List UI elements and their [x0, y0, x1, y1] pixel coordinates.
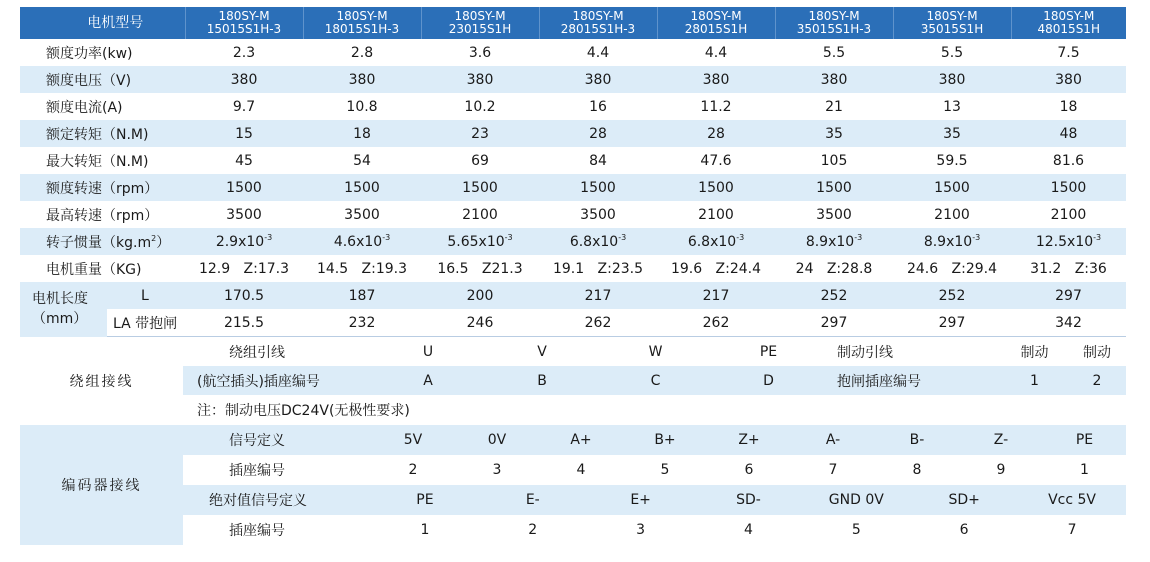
value-cell: 380 — [421, 66, 539, 93]
value-cell: 187 — [303, 282, 421, 309]
value-cell: B- — [875, 425, 959, 455]
value-cell: B — [485, 366, 599, 395]
value-cell: 制动 — [1068, 337, 1126, 366]
row-label: 额度电流(A) — [20, 93, 185, 120]
length-la-label: LA 带抱闸 — [107, 309, 185, 337]
value-cell: 18 — [1011, 93, 1126, 120]
value-cell: Z+ — [707, 425, 791, 455]
value-cell: 11.2 — [657, 93, 775, 120]
value-cell: 7 — [791, 455, 875, 485]
value-cell: 5.5 — [775, 39, 893, 66]
value-cell: 217 — [539, 282, 657, 309]
value-cell: 15 — [185, 120, 303, 147]
row-label: 插座编号 — [183, 455, 371, 485]
value-cell: 2.8 — [303, 39, 421, 66]
row-label: 额定转矩（N.M) — [20, 120, 185, 147]
value-cell: 380 — [775, 66, 893, 93]
value-cell: 2 — [371, 455, 455, 485]
value-cell: 14.5 Z:19.3 — [303, 255, 421, 282]
value-cell: 制动 — [1001, 337, 1068, 366]
value-cell: U — [371, 337, 485, 366]
value-cell: 3500 — [303, 201, 421, 228]
value-cell: 1 — [1001, 366, 1068, 395]
row-label: 绕组引线 — [183, 337, 371, 366]
value-cell: B+ — [623, 425, 707, 455]
value-cell: 19.6 Z:24.4 — [657, 255, 775, 282]
value-cell: Vcc 5V — [1018, 485, 1126, 515]
value-cell: $2.9x10^{-3}$ — [185, 228, 303, 255]
value-cell: 81.6 — [1011, 147, 1126, 174]
value-cell: 170.5 — [185, 282, 303, 309]
value-cell: 6 — [707, 455, 791, 485]
value-cell: 252 — [893, 282, 1011, 309]
value-cell: D — [712, 366, 825, 395]
value-cell: 262 — [539, 309, 657, 337]
value-cell: 2 — [1068, 366, 1126, 395]
value-cell: 35 — [893, 120, 1011, 147]
value-cell: $8.9x10^{-3}$ — [775, 228, 893, 255]
value-cell: 54 — [303, 147, 421, 174]
value-cell: 31.2 Z:36 — [1011, 255, 1126, 282]
winding-group-label: 绕组接线 — [20, 337, 183, 424]
value-cell: 16 — [539, 93, 657, 120]
value-cell: 23 — [421, 120, 539, 147]
value-cell: V — [485, 337, 599, 366]
length-label: 电机长度 （mm） — [20, 282, 107, 337]
value-cell: 18 — [303, 120, 421, 147]
row-label: 最大转矩（N.M) — [20, 147, 185, 174]
value-cell: 21 — [775, 93, 893, 120]
value-cell: 45 — [185, 147, 303, 174]
encoder-signal-row — [20, 425, 1126, 455]
value-cell: 47.6 — [657, 147, 775, 174]
value-cell: 1500 — [657, 174, 775, 201]
value-cell: 2100 — [893, 201, 1011, 228]
brake-voltage-note: 注：制动电压DC24V(无极性要求) — [183, 395, 1126, 424]
value-cell: 1500 — [539, 174, 657, 201]
value-cell: 35 — [775, 120, 893, 147]
value-cell: 3500 — [185, 201, 303, 228]
value-cell: $6.8x10^{-3}$ — [657, 228, 775, 255]
model-name-cell: 180SY-M 48015S1H — [1011, 7, 1126, 39]
row-label: 额度电压（V) — [20, 66, 185, 93]
value-cell: PE — [1043, 425, 1126, 455]
value-cell: $4.6x10^{-3}$ — [303, 228, 421, 255]
value-cell: 3500 — [539, 201, 657, 228]
winding-lead-row — [20, 337, 1126, 366]
value-cell: $12.5x10^{-3}$ — [1011, 228, 1126, 255]
value-cell: 105 — [775, 147, 893, 174]
value-cell: E- — [479, 485, 587, 515]
value-cell: 24.6 Z:29.4 — [893, 255, 1011, 282]
value-cell: A+ — [539, 425, 623, 455]
row-label: 电机重量（KG) — [20, 255, 185, 282]
value-cell: 3500 — [775, 201, 893, 228]
value-cell: 246 — [421, 309, 539, 337]
absolute-signal-cells — [371, 485, 1126, 515]
value-cell: 217 — [657, 282, 775, 309]
winding-socket-row — [20, 366, 1126, 395]
value-cell: PE — [371, 485, 479, 515]
row-label: 额度功率(kw) — [20, 39, 185, 66]
value-cell: 1 — [371, 515, 479, 545]
value-cell: 9.7 — [185, 93, 303, 120]
value-cell: 6 — [910, 515, 1018, 545]
model-name-cell: 180SY-M 15015S1H-3 — [185, 7, 303, 39]
value-cell: 1500 — [893, 174, 1011, 201]
value-cell: 1 — [1043, 455, 1126, 485]
length-la-row — [20, 309, 1126, 337]
row-label: 制动引线 — [825, 337, 1001, 366]
value-cell: 252 — [775, 282, 893, 309]
value-cell: 5 — [802, 515, 910, 545]
value-cell: 7.5 — [1011, 39, 1126, 66]
model-name-cell: 180SY-M 35015S1H — [893, 7, 1011, 39]
value-cell: 10.2 — [421, 93, 539, 120]
row-label: 信号定义 — [183, 425, 371, 455]
row-label: 绝对值信号定义 — [183, 485, 371, 515]
spec-row — [20, 174, 1126, 201]
length-l-label: L — [107, 282, 185, 309]
spec-row — [20, 39, 1126, 66]
spec-row — [20, 147, 1126, 174]
spec-row — [20, 120, 1126, 147]
row-label: 插座编号 — [183, 515, 371, 545]
row-label: 抱闸插座编号 — [825, 366, 1001, 395]
value-cell: 215.5 — [185, 309, 303, 337]
winding-note-row — [20, 395, 1126, 424]
model-name-cell: 180SY-M 23015S1H — [421, 7, 539, 39]
value-cell: 200 — [421, 282, 539, 309]
value-cell: 2100 — [421, 201, 539, 228]
value-cell: A- — [791, 425, 875, 455]
encoder-socket-row — [20, 455, 1126, 485]
value-cell: $8.9x10^{-3}$ — [893, 228, 1011, 255]
value-cell: 69 — [421, 147, 539, 174]
value-cell: 297 — [775, 309, 893, 337]
value-cell: A — [371, 366, 485, 395]
value-cell: 10.8 — [303, 93, 421, 120]
value-cell: Z- — [959, 425, 1043, 455]
value-cell: 7 — [1018, 515, 1126, 545]
value-cell: 3.6 — [421, 39, 539, 66]
value-cell: 5 — [623, 455, 707, 485]
model-name-cell: 180SY-M 35015S1H-3 — [775, 7, 893, 39]
model-name-cell: 180SY-M 28015S1H — [657, 7, 775, 39]
row-label: 额度转速（rpm） — [20, 174, 185, 201]
value-cell: 12.9 Z:17.3 — [185, 255, 303, 282]
row-label: (航空插头)插座编号 — [183, 366, 371, 395]
model-name-cell: 180SY-M 18015S1H-3 — [303, 7, 421, 39]
value-cell: 297 — [893, 309, 1011, 337]
value-cell: 2100 — [657, 201, 775, 228]
value-cell: 84 — [539, 147, 657, 174]
encoder-group-label: 编码器接线 — [20, 425, 183, 545]
value-cell: 232 — [303, 309, 421, 337]
value-cell: 1500 — [185, 174, 303, 201]
value-cell: PE — [712, 337, 825, 366]
encoder-wiring-table — [20, 425, 1126, 545]
value-cell: 1500 — [775, 174, 893, 201]
value-cell: 13 — [893, 93, 1011, 120]
value-cell: SD- — [695, 485, 803, 515]
value-cell: 5V — [371, 425, 455, 455]
value-cell: 4.4 — [539, 39, 657, 66]
value-cell: 1500 — [421, 174, 539, 201]
value-cell: 2100 — [1011, 201, 1126, 228]
row-label: 最高转速（rpm） — [20, 201, 185, 228]
absolute-socket-row — [20, 515, 1126, 545]
value-cell: E+ — [587, 485, 695, 515]
value-cell: 59.5 — [893, 147, 1011, 174]
value-cell: 4 — [539, 455, 623, 485]
value-cell: W — [599, 337, 712, 366]
value-cell: 4 — [695, 515, 803, 545]
spec-row — [20, 201, 1126, 228]
value-cell: 8 — [875, 455, 959, 485]
value-cell: $6.8x10^{-3}$ — [539, 228, 657, 255]
model-name-cell: 180SY-M 28015S1H-3 — [539, 7, 657, 39]
value-cell: 380 — [185, 66, 303, 93]
value-cell: 1500 — [303, 174, 421, 201]
model-header-label: 电机型号 — [20, 7, 185, 39]
value-cell: 3 — [587, 515, 695, 545]
value-cell: C — [599, 366, 712, 395]
value-cell: 16.5 Z21.3 — [421, 255, 539, 282]
spec-sheet — [20, 7, 1126, 545]
value-cell: 19.1 Z:23.5 — [539, 255, 657, 282]
value-cell: 24 Z:28.8 — [775, 255, 893, 282]
absolute-socket-cells — [371, 515, 1126, 545]
value-cell: SD+ — [910, 485, 1018, 515]
value-cell: $5.65x10^{-3}$ — [421, 228, 539, 255]
motor-spec-table — [20, 7, 1126, 337]
length-l-row — [20, 282, 1126, 309]
value-cell: 4.4 — [657, 39, 775, 66]
inertia-row — [20, 228, 1126, 255]
value-cell: 48 — [1011, 120, 1126, 147]
model-header-row — [20, 7, 1126, 39]
spec-row — [20, 66, 1126, 93]
value-cell: 2 — [479, 515, 587, 545]
value-cell: 342 — [1011, 309, 1126, 337]
value-cell: 0V — [455, 425, 539, 455]
value-cell: 28 — [657, 120, 775, 147]
value-cell: 380 — [657, 66, 775, 93]
value-cell: 297 — [1011, 282, 1126, 309]
value-cell: 2.3 — [185, 39, 303, 66]
value-cell: 380 — [539, 66, 657, 93]
value-cell: 1500 — [1011, 174, 1126, 201]
absolute-signal-row — [20, 485, 1126, 515]
value-cell: 380 — [1011, 66, 1126, 93]
value-cell: 262 — [657, 309, 775, 337]
weight-row — [20, 255, 1126, 282]
value-cell: 5.5 — [893, 39, 1011, 66]
value-cell: 28 — [539, 120, 657, 147]
value-cell: 380 — [893, 66, 1011, 93]
value-cell: 380 — [303, 66, 421, 93]
winding-wiring-table — [20, 337, 1126, 425]
row-label: 转子惯量$(kg.m^2)$ — [20, 228, 185, 255]
value-cell: 9 — [959, 455, 1043, 485]
value-cell: GND 0V — [802, 485, 910, 515]
spec-row — [20, 93, 1126, 120]
value-cell: 3 — [455, 455, 539, 485]
